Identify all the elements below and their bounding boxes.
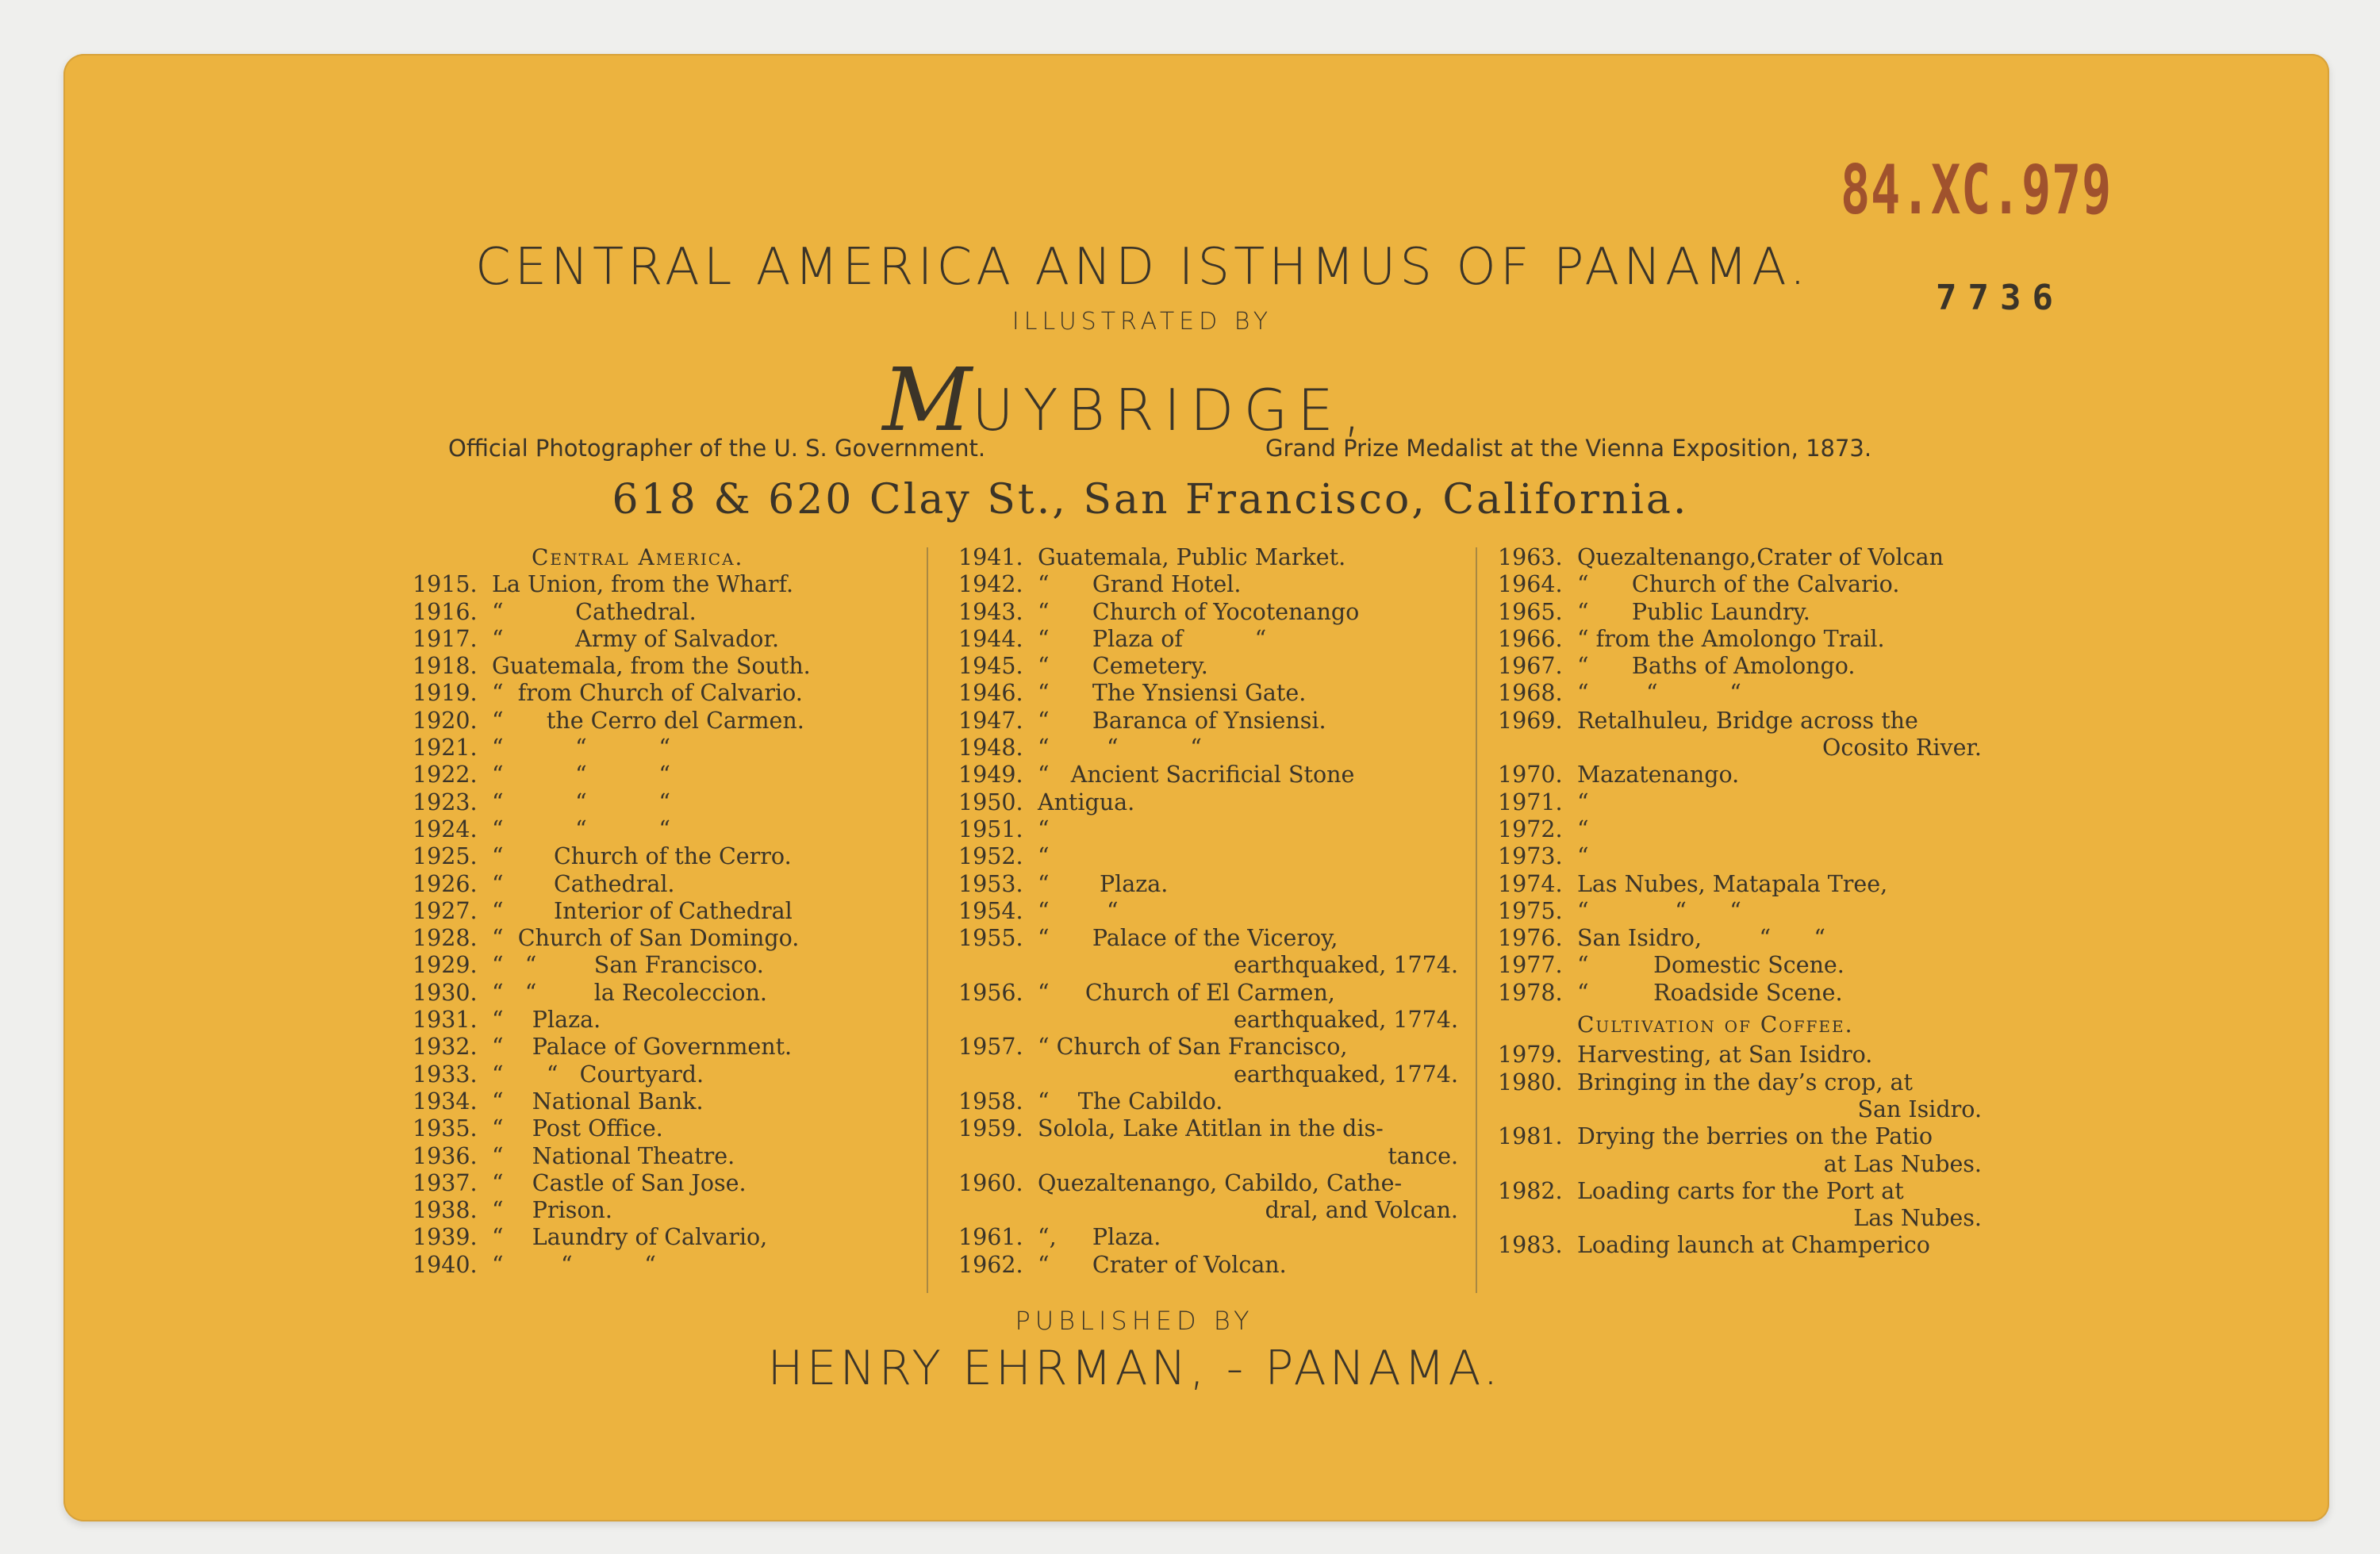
list-item [413,843,920,870]
item-title: Antigua. [1038,789,1135,815]
item-title: “ “ “ [1577,680,1741,707]
list-item [1498,626,2006,653]
item-title: “ Plaza of “ [1038,625,1267,652]
item-number: 1950. [958,789,1023,815]
list-item [958,1061,1482,1088]
item-number: 1961. [958,1224,1023,1251]
list-item [413,1061,920,1088]
inventory-number: 7736 [1936,278,2064,318]
item-title: earthquaked, 1774. [1234,1061,1458,1088]
list-item [958,708,1482,735]
item-title: Loading carts for the Port at [1577,1177,1904,1204]
list-item [1498,952,2006,979]
list-item [958,1007,1482,1034]
item-title: “ “ la Recoleccion. [492,979,767,1006]
item-number: 1936. [413,1142,478,1169]
item-number: 1948. [958,735,1023,762]
item-number: 1916. [413,598,478,625]
item-number [958,952,1038,979]
list-item [1498,653,2006,680]
studio-address: 618 & 620 Clay St., San Francisco, California. [612,476,1689,524]
item-number: 1928. [413,925,478,952]
list-item [1498,571,2006,598]
list-item [413,1088,920,1115]
item-title: “ Laundry of Calvario, [492,1224,768,1251]
item-number [1498,1205,1577,1232]
list-item [413,571,920,598]
item-title: “ Domestic Scene. [1577,952,1844,979]
list-item [958,925,1482,952]
item-number: 1934. [413,1088,478,1115]
item-title: “ [1577,789,1589,815]
item-number: 1965. [1498,598,1563,625]
list-item [413,708,920,735]
item-number: 1966. [1498,625,1563,652]
item-title: “ “ “ [492,815,670,842]
item-number: 1970. [1498,762,1563,789]
item-number: 1947. [958,707,1023,734]
item-number [958,1143,1038,1170]
list-item [413,980,920,1007]
item-number: 1931. [413,1007,478,1034]
list-item [958,789,1482,816]
list-item [1498,544,2006,571]
item-number: 1925. [413,843,478,870]
item-number: 1915. [413,571,478,598]
item-number: 1927. [413,897,478,924]
list-item [1498,816,2006,843]
item-number: 1939. [413,1224,478,1251]
item-title: “ Crater of Volcan. [1038,1251,1287,1278]
illustrated-by: ILLUSTRATED BY [1012,308,1273,336]
item-title: “ from the Amolongo Trail. [1577,625,1885,652]
item-number: 1982. [1498,1177,1563,1204]
photographer-surname: UYBRIDGE, [971,377,1371,443]
list-item [1498,1205,2006,1232]
item-number: 1945. [958,653,1023,680]
list-item [1498,1042,2006,1069]
list-item [958,898,1482,925]
list-item [1498,1096,2006,1123]
list-item [958,1224,1482,1251]
item-title: “ “ “ [492,789,670,815]
item-title: Bringing in the day’s crop, at [1577,1069,1913,1095]
item-title: “ “ Courtyard. [492,1061,704,1088]
item-number: 1981. [1498,1123,1563,1150]
list-item [1498,925,2006,952]
item-number: 1977. [1498,952,1563,979]
item-number: 1937. [413,1169,478,1196]
list-item [1498,789,2006,816]
item-title: “ Prison. [492,1197,612,1224]
item-title: “ “ “ [492,762,670,789]
list-column-1 [413,544,920,1279]
photographer-initial: M [882,349,972,451]
list-item [1498,871,2006,898]
item-number: 1943. [958,598,1023,625]
item-title: Ocosito River. [1822,735,1982,762]
item-title: “ Army of Salvador. [492,625,779,652]
item-number: 1953. [958,870,1023,897]
list-column-2 [958,544,1482,1279]
item-title: earthquaked, 1774. [1234,952,1458,979]
item-number: 1921. [413,735,478,762]
item-number: 1979. [1498,1042,1563,1069]
item-title: “ Interior of Cathedral [492,897,793,924]
column-divider [1476,547,1477,1293]
item-number [958,1197,1038,1224]
list-item [958,1197,1482,1224]
item-title: “ Church of the Calvario. [1577,571,1900,598]
item-title: “ Church of San Domingo. [492,925,800,952]
item-number: 1917. [413,625,478,652]
list-item [1498,762,2006,789]
item-title: tance. [1388,1142,1458,1169]
item-number [1498,1096,1577,1123]
item-title: “ “ [1038,897,1119,924]
item-number: 1956. [958,979,1023,1006]
item-title: “ “ “ [492,735,670,762]
item-number: 1920. [413,707,478,734]
item-number: 1974. [1498,870,1563,897]
item-title: “ [1038,815,1050,842]
list-item [1498,735,2006,762]
section-heading: Cultivation of Coffee. [1577,1011,1854,1038]
item-title: “ the Cerro del Carmen. [492,707,804,734]
list-item [1498,1069,2006,1096]
item-number: 1962. [958,1251,1023,1278]
item-title: “ Palace of Government. [492,1034,793,1061]
item-number: 1983. [1498,1232,1563,1259]
item-title: San Isidro. [1857,1095,1982,1122]
item-title: “ from Church of Calvario. [492,680,803,707]
list-item [1498,708,2006,735]
item-number: 1938. [413,1197,478,1224]
list-item [413,680,920,707]
item-title: Retalhuleu, Bridge across the [1577,707,1918,734]
item-title: Las Nubes. [1853,1205,1982,1232]
list-item [413,952,920,979]
item-number [958,1061,1038,1088]
list-item [958,1143,1482,1170]
item-title: earthquaked, 1774. [1234,1007,1458,1034]
item-number: 1971. [1498,789,1563,815]
item-title: “ The Ynsiensi Gate. [1038,680,1307,707]
list-item [958,762,1482,789]
list-item [413,816,920,843]
list-item [958,735,1482,762]
item-number: 1941. [958,544,1023,570]
item-title: Las Nubes, Matapala Tree, [1577,870,1888,897]
item-title: “ [1577,843,1589,870]
item-number: 1958. [958,1088,1023,1115]
item-number: 1946. [958,680,1023,707]
item-title: “ Church of the Cerro. [492,843,792,870]
item-number: 1975. [1498,897,1563,924]
item-number: 1957. [958,1034,1023,1061]
list-item [1498,843,2006,870]
list-item [413,871,920,898]
item-title: dral, and Volcan. [1265,1197,1458,1224]
list-item [413,626,920,653]
published-by: PUBLISHED BY [1015,1306,1254,1336]
item-title: “ Plaza. [1038,870,1169,897]
list-item [413,735,920,762]
item-number: 1952. [958,843,1023,870]
item-title: Quezaltenango, Cabildo, Cathe- [1038,1169,1403,1196]
item-number: 1918. [413,653,478,680]
item-title: Drying the berries on the Patio [1577,1123,1933,1150]
item-number: 1930. [413,979,478,1006]
item-number: 1960. [958,1169,1023,1196]
list-item [958,544,1482,571]
list-item [413,1224,920,1251]
item-number: 1978. [1498,979,1563,1006]
list-column-3 [1498,544,2006,1260]
item-title: “ “ “ [1038,735,1202,762]
list-item [958,1088,1482,1115]
list-item [958,680,1482,707]
list-item [958,653,1482,680]
list-item [413,1143,920,1170]
item-title: “ Plaza. [492,1007,601,1034]
item-number: 1940. [413,1251,478,1278]
accession-stamp: 84.XC.979 [1841,151,2112,230]
item-number: 1951. [958,815,1023,842]
item-title: Quezaltenango,Crater of Volcan [1577,544,1944,570]
item-title: “ “ San Francisco. [492,952,764,979]
list-item [958,626,1482,653]
item-number: 1964. [1498,571,1563,598]
item-title: Harvesting, at San Isidro. [1577,1042,1873,1069]
item-number: 1926. [413,870,478,897]
list-item [413,1034,920,1061]
item-number: 1942. [958,571,1023,598]
item-number: 1972. [1498,815,1563,842]
card-title: CENTRAL AMERICA AND ISTHMUS OF PANAMA. [474,238,1810,297]
list-item [958,1252,1482,1279]
item-title: “ Baths of Amolongo. [1577,653,1856,680]
item-title: Loading launch at Champerico [1577,1232,1930,1259]
item-title: “ National Theatre. [492,1142,735,1169]
section-heading: Central America. [532,544,744,570]
list-item [1498,1123,2006,1150]
item-number: 1935. [413,1115,478,1142]
item-title: “ Grand Hotel. [1038,571,1242,598]
list-item [413,1252,920,1279]
item-number: 1967. [1498,653,1563,680]
item-number: 1959. [958,1115,1023,1142]
list-item [958,571,1482,598]
item-number: 1973. [1498,843,1563,870]
list-item [1498,680,2006,707]
item-number: 1954. [958,897,1023,924]
list-item [413,653,920,680]
list-item [1498,1151,2006,1178]
item-title: Guatemala, Public Market. [1038,544,1346,570]
item-title: “ Ancient Sacrificial Stone [1038,762,1355,789]
list-item [958,952,1482,979]
item-title: “ National Bank. [492,1088,704,1115]
item-title: “ “ “ [1577,897,1741,924]
list-item [413,1170,920,1197]
list-item [958,843,1482,870]
item-number: 1944. [958,625,1023,652]
item-number: 1949. [958,762,1023,789]
list-item [958,1170,1482,1197]
item-number: 1969. [1498,707,1563,734]
item-title: San Isidro, “ “ [1577,925,1825,952]
list-item [958,1034,1482,1061]
item-number: 1924. [413,815,478,842]
item-title: “ [1038,843,1050,870]
list-item [958,599,1482,626]
item-number [958,1007,1038,1034]
item-title: “ Church of San Francisco, [1038,1034,1348,1061]
list-item [1498,599,2006,626]
item-number: 1933. [413,1061,478,1088]
list-item [958,1115,1482,1142]
item-number: 1919. [413,680,478,707]
item-number: 1922. [413,762,478,789]
item-number: 1929. [413,952,478,979]
item-title: “ Baranca of Ynsiensi. [1038,707,1326,734]
item-number: 1968. [1498,680,1563,707]
item-title: “ Church of Yocotenango [1038,598,1360,625]
list-item [413,599,920,626]
list-item [413,1115,920,1142]
list-item [413,925,920,952]
item-title: “ Public Laundry. [1577,598,1810,625]
item-title: “ Roadside Scene. [1577,979,1843,1006]
item-title: “ Post Office. [492,1115,663,1142]
item-title: Guatemala, from the South. [492,653,811,680]
item-title: “, Plaza. [1038,1224,1161,1251]
item-number: 1923. [413,789,478,815]
publisher-name: HENRY EHRMAN, - PANAMA. [767,1341,1502,1396]
item-title: Solola, Lake Atitlan in the dis- [1038,1115,1384,1142]
photographer-name [0,349,2317,451]
item-number: 1976. [1498,925,1563,952]
item-title: “ Cemetery. [1038,653,1208,680]
column-divider [927,547,928,1293]
item-title: “ The Cabildo. [1038,1088,1223,1115]
list-item [1498,898,2006,925]
list-item [1498,1178,2006,1205]
list-item [413,1197,920,1224]
item-title: Mazatenango. [1577,762,1740,789]
list-item [958,871,1482,898]
item-number: 1963. [1498,544,1563,570]
list-item [1498,980,2006,1007]
item-title: “ Cathedral. [492,598,697,625]
list-item [958,980,1482,1007]
official-photographer: Official Photographer of the U. S. Government. [448,435,986,462]
item-number [1498,1151,1577,1178]
item-title: “ Cathedral. [492,870,675,897]
medal-note: Grand Prize Medalist at the Vienna Exposition, 1873. [1265,435,1872,462]
item-number: 1955. [958,925,1023,952]
list-item [413,762,920,789]
item-title: “ Church of El Carmen, [1038,979,1335,1006]
list-item [958,816,1482,843]
list-item [413,898,920,925]
list-item [413,1007,920,1034]
item-number: 1980. [1498,1069,1563,1095]
item-title: at Las Nubes. [1823,1150,1982,1177]
item-number: 1932. [413,1034,478,1061]
list-item [413,789,920,816]
item-title: La Union, from the Wharf. [492,571,794,598]
item-title: “ Castle of San Jose. [492,1169,747,1196]
item-title: “ “ “ [492,1251,656,1278]
item-title: “ Palace of the Viceroy, [1038,925,1338,952]
list-item [1498,1232,2006,1259]
item-number [1498,735,1577,762]
item-title: “ [1577,815,1589,842]
